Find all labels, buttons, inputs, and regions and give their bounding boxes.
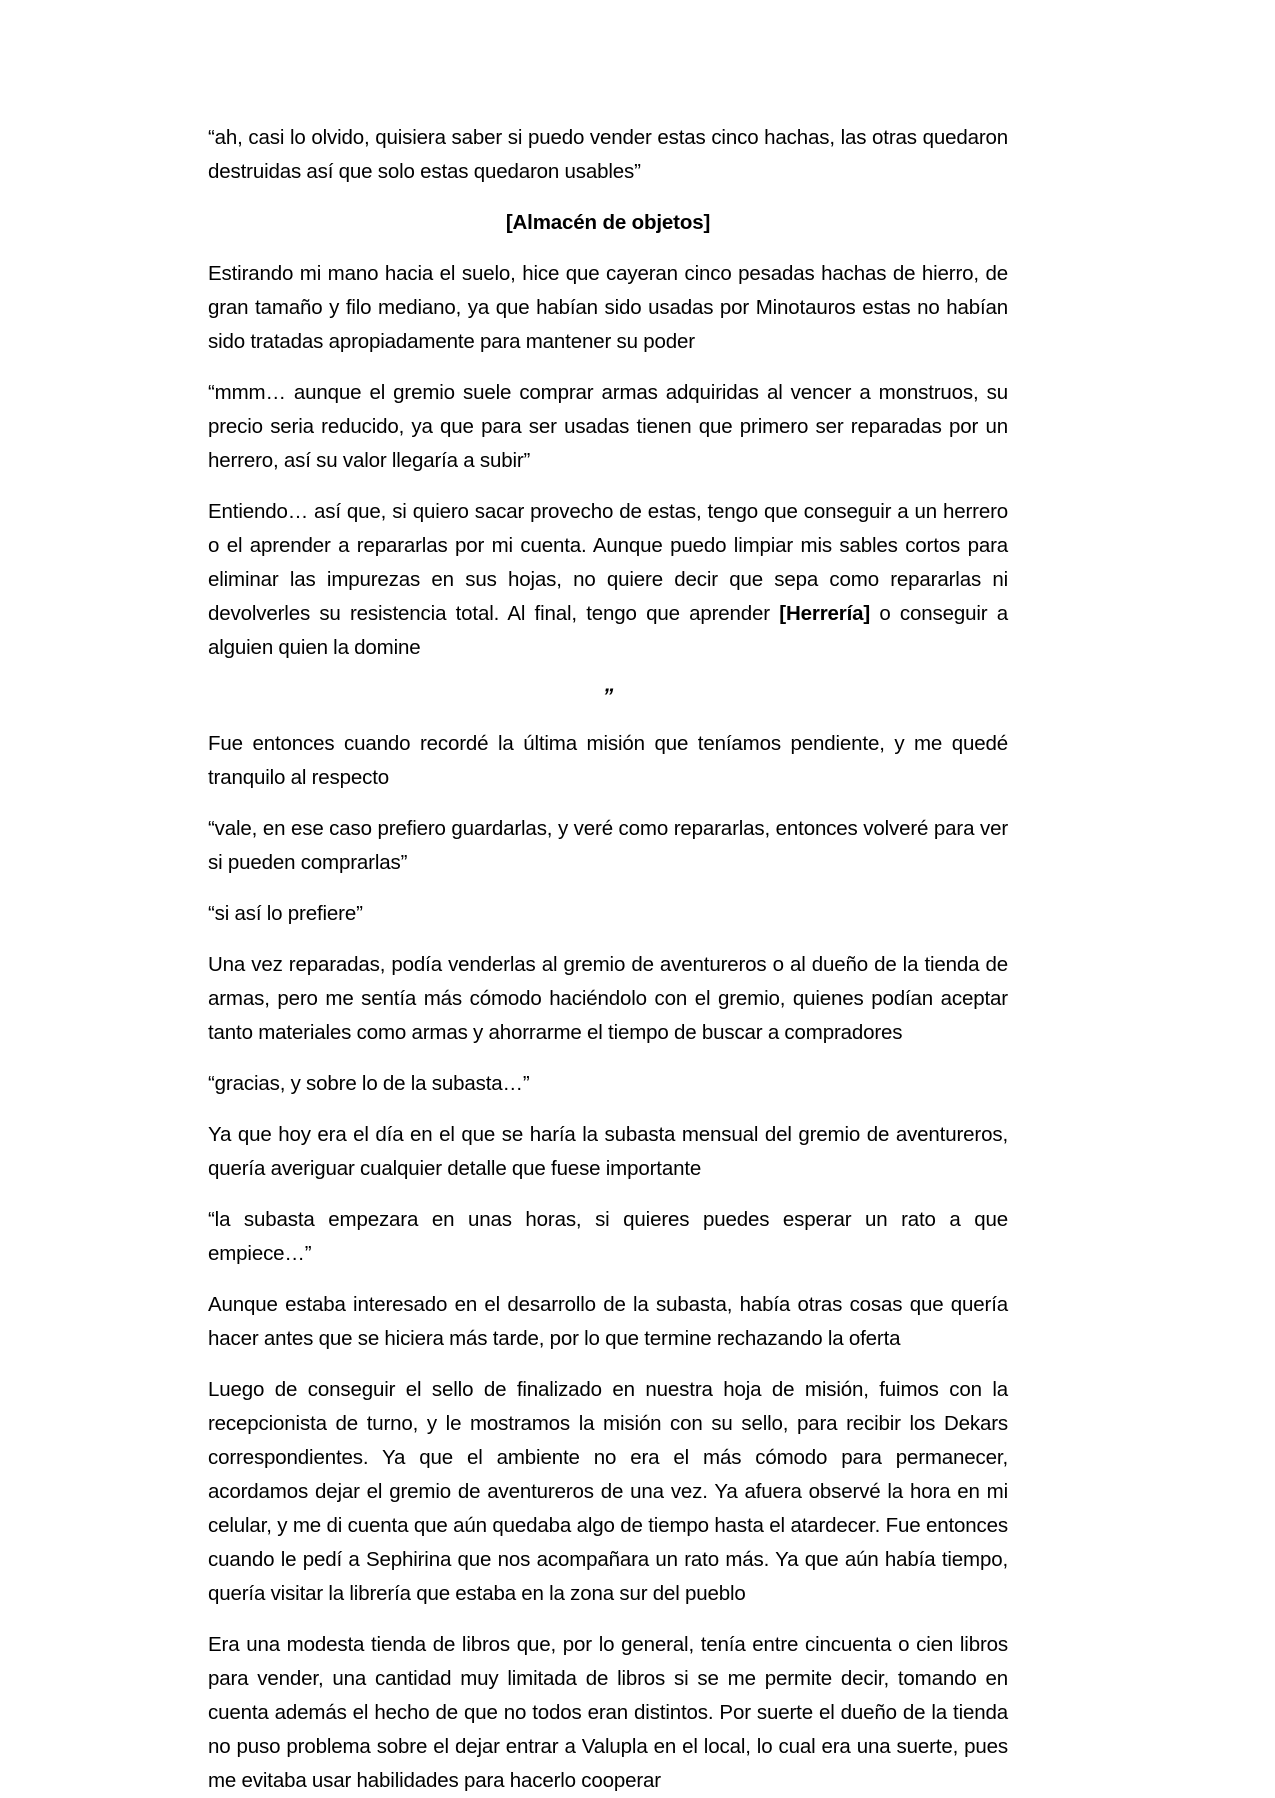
paragraph-una-vez-reparadas: Una vez reparadas, podía venderlas al gremio de aventureros o al dueño de la tienda de armas, pero me sentía más cómodo haciéndolo con el gremio, quienes podían aceptar tanto materiales como armas y ahorrarme el tiempo de buscar a compradores	[208, 953, 1008, 1044]
scene-divider-quote-glyph: ”	[602, 685, 614, 708]
paragraph-dialogue-gracias-subasta: “gracias, y sobre lo de la subasta…”	[208, 1072, 530, 1095]
paragraph-subasta-mensual: Ya que hoy era el día en el que se haría la subasta mensual del gremio de aventureros, quería averiguar cualquier detalle que fuese importante	[208, 1123, 1008, 1180]
heading-almacen-de-objetos: [Almacén de objetos]	[505, 211, 711, 234]
inline-bold-term: [Herrería]	[779, 602, 871, 625]
paragraph-sello-finalizado-dekars: Luego de conseguir el sello de finalizado en nuestra hoja de misión, fuimos con la recepcionista de turno, y le mostramos la misión con su sello, para recibir los Dekars correspondientes. Ya que el ambiente no era el más cómodo para permanecer, acordamos dejar el gremio de aventureros de una vez. Ya afuera observé la hora en mi celular, y me di cuenta que aún quedaba algo de tiempo hasta el atardecer. Fue entonces cuando le pedí a Sephirina que nos acompañara un rato más. Ya que aún había tiempo, quería visitar la librería que estaba en la zona sur del pueblo	[208, 1378, 1008, 1605]
inline-text: Entiendo… así que, si quiero sacar provecho de estas, tengo que conseguir a un herrero o el aprender a repararlas por mi cuenta. Aunque puedo limpiar mis sables cortos para eliminar las impurezas en sus hojas, no quiere decir que sepa como repararlas ni devolverles su resistencia total. Al final, tengo que aprender	[208, 500, 1008, 625]
paragraph-dialogue-subasta-empezara: “la subasta empezara en unas horas, si quieres puedes esperar un rato a que empiece…”	[208, 1208, 1008, 1265]
inline-text: o conseguir a alguien quien la domine	[208, 602, 1008, 659]
document-body	[208, 121, 1008, 1798]
paragraph-dialogue-sell-axes: “ah, casi lo olvido, quisiera saber si puedo vender estas cinco hachas, las otras quedaron destruidas así que solo estas quedaron usables”	[208, 126, 1008, 183]
paragraph-dialogue-guild-price: “mmm… aunque el gremio suele comprar armas adquiridas al vencer a monstruos, su precio seria reducido, ya que para ser usadas tienen que primero ser reparadas por un herrero, así su valor llegaría a subir”	[208, 381, 1008, 472]
paragraph-dialogue-vale-guardarlas: “vale, en ese caso prefiero guardarlas, y veré como repararlas, entonces volveré para ver si pueden comprarlas”	[208, 817, 1008, 874]
paragraph-recorde-mision: Fue entonces cuando recordé la última misión que teníamos pendiente, y me quedé tranquilo al respecto	[208, 732, 1008, 789]
paragraph-tienda-de-libros: Era una modesta tienda de libros que, por lo general, tenía entre cincuenta o cien libros para vender, una cantidad muy limitada de libros si se me permite decir, tomando en cuenta además el hecho de que no todos eran distintos. Por suerte el dueño de la tienda no puso problema sobre el dejar entrar a Valupla en el local, lo cual era una suerte, pues me evitaba usar habilidades para hacerlo cooperar	[208, 1633, 1008, 1792]
paragraph-dropping-axes: Estirando mi mano hacia el suelo, hice que cayeran cinco pesadas hachas de hierro, de gran tamaño y filo mediano, ya que habían sido usadas por Minotauros estas no habían sido tratadas apropiadamente para mantener su poder	[208, 262, 1008, 353]
paragraph-entiendo-herreria	[208, 495, 1008, 665]
paragraph-rechazando-la-oferta: Aunque estaba interesado en el desarrollo de la subasta, había otras cosas que quería hacer antes que se hiciera más tarde, por lo que termine rechazando la oferta	[208, 1293, 1008, 1350]
paragraph-dialogue-si-asi-lo-prefiere: “si así lo prefiere”	[208, 902, 363, 925]
